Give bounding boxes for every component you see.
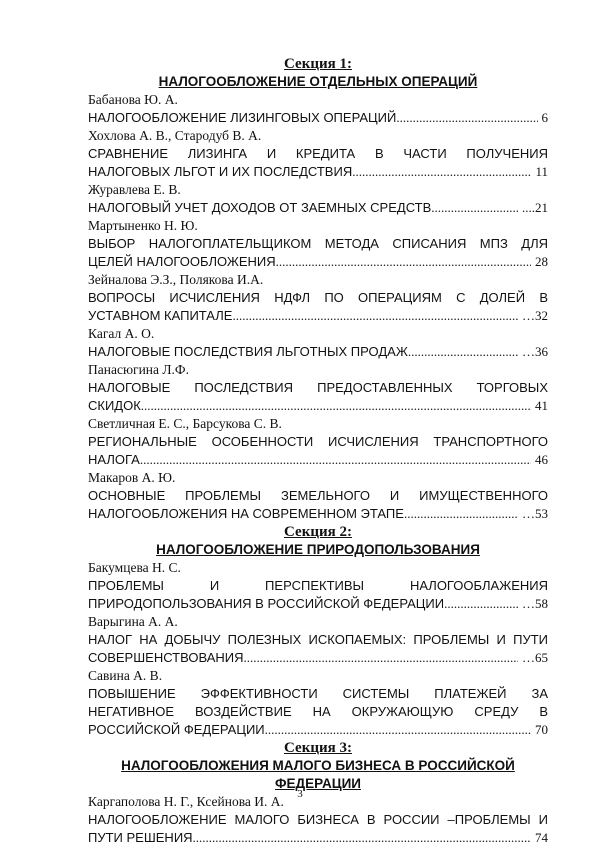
section-title: НАЛОГООБЛОЖЕНИЯ МАЛОГО БИЗНЕСА В РОССИЙСКОЙ ФЕДЕРАЦИИ <box>121 758 515 791</box>
entry-page-number: …36 <box>522 344 548 359</box>
entry-title-line: ПРОБЛЕМЫ И ПЕРСПЕКТИВЫ НАЛОГООБЛАЖЕНИЯ <box>88 578 548 593</box>
entry-title-text: НАЛОГА <box>88 452 140 467</box>
toc-entry <box>88 559 548 613</box>
entry-title-text: РОССИЙСКОЙ ФЕДЕРАЦИИ <box>88 722 265 737</box>
dot-leader <box>404 505 518 523</box>
entry-page-number: …65 <box>522 650 548 665</box>
toc-entry <box>88 469 548 523</box>
dot-leader <box>265 721 531 739</box>
entry-title-text: ПУТИ РЕШЕНИЯ <box>88 830 193 845</box>
entry-title-last-line <box>88 649 548 667</box>
entry-page-number: …58 <box>522 596 548 611</box>
entry-title-last-line <box>88 199 548 217</box>
section-title: НАЛОГООБЛОЖЕНИЕ ПРИРОДОПОЛЬЗОВАНИЯ <box>156 542 480 557</box>
entry-title-line: ПОВЫШЕНИЕ ЭФФЕКТИВНОСТИ СИСТЕМЫ ПЛАТЕЖЕЙ ЗА <box>88 686 548 701</box>
entry-title-text: СКИДОК <box>88 398 141 413</box>
entry-authors: Варыгина А. А. <box>88 614 178 629</box>
entry-title-line: ВОПРОСЫ ИСЧИСЛЕНИЯ НДФЛ ПО ОПЕРАЦИЯМ С ДОЛЕЙ В <box>88 290 548 305</box>
toc-entry <box>88 667 548 739</box>
entry-title-line: ОСНОВНЫЕ ПРОБЛЕМЫ ЗЕМЕЛЬНОГО И ИМУЩЕСТВЕННОГО <box>88 488 548 503</box>
entry-title-line: НЕГАТИВНОЕ ВОЗДЕЙСТВИЕ НА ОКРУЖАЮЩУЮ СРЕДУ В <box>88 704 548 719</box>
dot-leader <box>193 829 531 847</box>
entry-page-number: 41 <box>535 398 548 413</box>
toc-entry <box>88 217 548 271</box>
toc-entry <box>88 613 548 667</box>
entry-title-line: НАЛОГ НА ДОБЫЧУ ПОЛЕЗНЫХ ИСКОПАЕМЫХ: ПРОБЛЕМЫ И ПУТИ <box>88 632 548 647</box>
entry-authors: Светличная Е. С., Барсукова С. В. <box>88 416 282 431</box>
entry-authors: Каргаполова Н. Г., Ксейнова И. А. <box>88 794 284 809</box>
entry-title-text: НАЛОГООБЛОЖЕНИЯ НА СОВРЕМЕННОМ ЭТАПЕ <box>88 506 404 521</box>
entry-title-last-line <box>88 163 548 181</box>
toc-entry <box>88 793 548 847</box>
toc-entry <box>88 415 548 469</box>
dot-leader <box>444 595 518 613</box>
entry-page-number: 11 <box>535 164 548 179</box>
dot-leader <box>140 451 531 469</box>
entry-title-line: ВЫБОР НАЛОГОПЛАТЕЛЬЩИКОМ МЕТОДА СПИСАНИЯ МПЗ ДЛЯ <box>88 236 548 251</box>
entry-title-last-line <box>88 307 548 325</box>
entry-title-last-line <box>88 451 548 469</box>
entry-page-number: 70 <box>535 722 548 737</box>
entry-authors: Мартыненко Н. Ю. <box>88 218 198 233</box>
toc-entry <box>88 181 548 217</box>
entry-title-last-line <box>88 343 548 361</box>
entry-title-text: НАЛОГОВЫЙ УЧЕТ ДОХОДОВ ОТ ЗАЕМНЫХ СРЕДСТВ <box>88 200 432 215</box>
dot-leader <box>431 199 518 217</box>
entry-title-text: СОВЕРШЕНСТВОВАНИЯ <box>88 650 244 665</box>
entry-authors: Бабанова Ю. А. <box>88 92 178 107</box>
entry-title-line: РЕГИОНАЛЬНЫЕ ОСОБЕННОСТИ ИСЧИСЛЕНИЯ ТРАНСПОРТНОГО <box>88 434 548 449</box>
entry-page-number: …53 <box>522 506 548 521</box>
toc-entry <box>88 127 548 181</box>
toc-entry <box>88 325 548 361</box>
entry-title-last-line <box>88 253 548 271</box>
entry-title-text: НАЛОГОВЫЕ ПОСЛЕДСТВИЯ ЛЬГОТНЫХ ПРОДАЖ <box>88 344 408 359</box>
entry-title-last-line <box>88 829 548 847</box>
section-number: Секция 2: <box>284 524 352 540</box>
section-title: НАЛОГООБЛОЖЕНИЕ ОТДЕЛЬНЫХ ОПЕРАЦИЙ <box>158 74 478 89</box>
entry-authors: Савина А. В. <box>88 668 163 683</box>
dot-leader <box>141 397 531 415</box>
entry-authors: Хохлова А. В., Стародуб В. А. <box>88 128 262 143</box>
section-number: Секция 1: <box>284 56 352 72</box>
entry-page-number: 46 <box>535 452 548 467</box>
entry-authors: Бакумцева Н. С. <box>88 560 181 575</box>
entry-page-number: ....21 <box>522 200 548 215</box>
dot-leader <box>243 649 518 667</box>
page-number: 3 <box>297 788 303 800</box>
entry-title-last-line <box>88 721 548 739</box>
toc-entry <box>88 361 548 415</box>
entry-page-number: …32 <box>522 308 548 323</box>
entry-title-text: НАЛОГООБЛОЖЕНИЕ ЛИЗИНГОВЫХ ОПЕРАЦИЙ <box>88 110 397 125</box>
entry-title-text: НАЛОГОВЫХ ЛЬГОТ И ИХ ПОСЛЕДСТВИЯ <box>88 164 353 179</box>
dot-leader <box>396 109 537 127</box>
entry-title-last-line <box>88 397 548 415</box>
entry-page-number: 74 <box>535 830 548 845</box>
dot-leader <box>276 253 531 271</box>
entry-title-text: УСТАВНОМ КАПИТАЛЕ <box>88 308 233 323</box>
entry-authors: Панасюгина Л.Ф. <box>88 362 189 377</box>
entry-page-number: 6 <box>541 110 548 125</box>
entry-page-number: 28 <box>535 254 548 269</box>
dot-leader <box>352 163 531 181</box>
entry-title-text: ПРИРОДОПОЛЬЗОВАНИЯ В РОССИЙСКОЙ ФЕДЕРАЦИИ <box>88 596 445 611</box>
entry-title-line: СРАВНЕНИЕ ЛИЗИНГА И КРЕДИТА В ЧАСТИ ПОЛУЧЕНИЯ <box>88 146 548 161</box>
entry-authors: Макаров А. Ю. <box>88 470 176 485</box>
dot-leader <box>408 343 518 361</box>
section-number: Секция 3: <box>284 740 352 756</box>
dot-leader <box>232 307 518 325</box>
entry-authors: Зейналова Э.З., Полякова И.А. <box>88 272 264 287</box>
toc-entry <box>88 91 548 127</box>
entry-authors: Журавлева Е. В. <box>88 182 181 197</box>
entry-title-last-line <box>88 109 548 127</box>
entry-title-line: НАЛОГООБЛОЖЕНИЕ МАЛОГО БИЗНЕСА В РОССИИ –ПРОБЛЕМЫ И <box>88 812 548 827</box>
toc-entry <box>88 271 548 325</box>
entry-title-last-line <box>88 505 548 523</box>
table-of-contents <box>88 55 548 847</box>
entry-title-last-line <box>88 595 548 613</box>
entry-authors: Кагал А. О. <box>88 326 155 341</box>
entry-title-line: НАЛОГОВЫЕ ПОСЛЕДСТВИЯ ПРЕДОСТАВЛЕННЫХ ТОРГОВЫХ <box>88 380 548 395</box>
entry-title-text: ЦЕЛЕЙ НАЛОГООБЛОЖЕНИЯ <box>88 254 276 269</box>
